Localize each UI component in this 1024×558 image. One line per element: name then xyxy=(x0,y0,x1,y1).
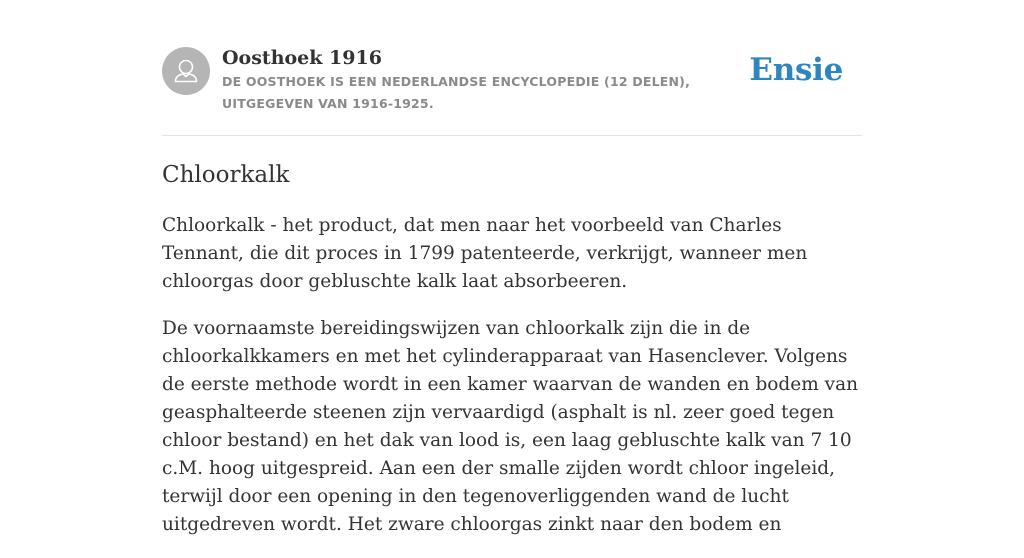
source-description: DE OOSTHOEK IS EEN NEDERLANDSE ENCYCLOPEDIE (12 DELEN), UITGEGEVEN VAN 1916-1925. xyxy=(222,74,691,111)
user-icon xyxy=(162,47,210,95)
entry-paragraph: De voornaamste bereidingswijzen van chloorkalk zijn die in de chloorkalkkamers en met het cylinderapparaat van Hasenclever. Volgens de eerste methode wordt in een kamer waarvan de wanden en bodem van geasphalteerde steenen zijn vervaardigd (asphalt is nl. zeer goed tegen chloor bestand) en het dak van lood is, een laag gebluschte kalk van 7 10 c.M. hoog uitgespreid. Aan een der smalle zijden wordt chloor ingeleid, terwijl door een opening in den tegenoverliggenden wand de lucht uitgedreven wordt. Het zware chloorgas zinkt naar den bodem en xyxy=(162,318,859,535)
entry-paragraph: Chloorkalk - het product, dat men naar het voorbeeld van Charles Tennant, die dit proces in 1799 patenteerde, verkrijgt, wanneer men chloorgas door gebluschte kalk laat absorbeeren. xyxy=(162,215,808,292)
ensie-logo[interactable]: Ensie xyxy=(749,52,843,88)
entry-title: Chloorkalk xyxy=(162,162,290,188)
page xyxy=(162,0,862,535)
source-title[interactable]: Oosthoek 1916 xyxy=(222,47,382,69)
divider xyxy=(162,135,862,136)
source-header xyxy=(162,46,862,116)
avatar[interactable] xyxy=(162,47,210,95)
entry-body xyxy=(162,212,862,558)
